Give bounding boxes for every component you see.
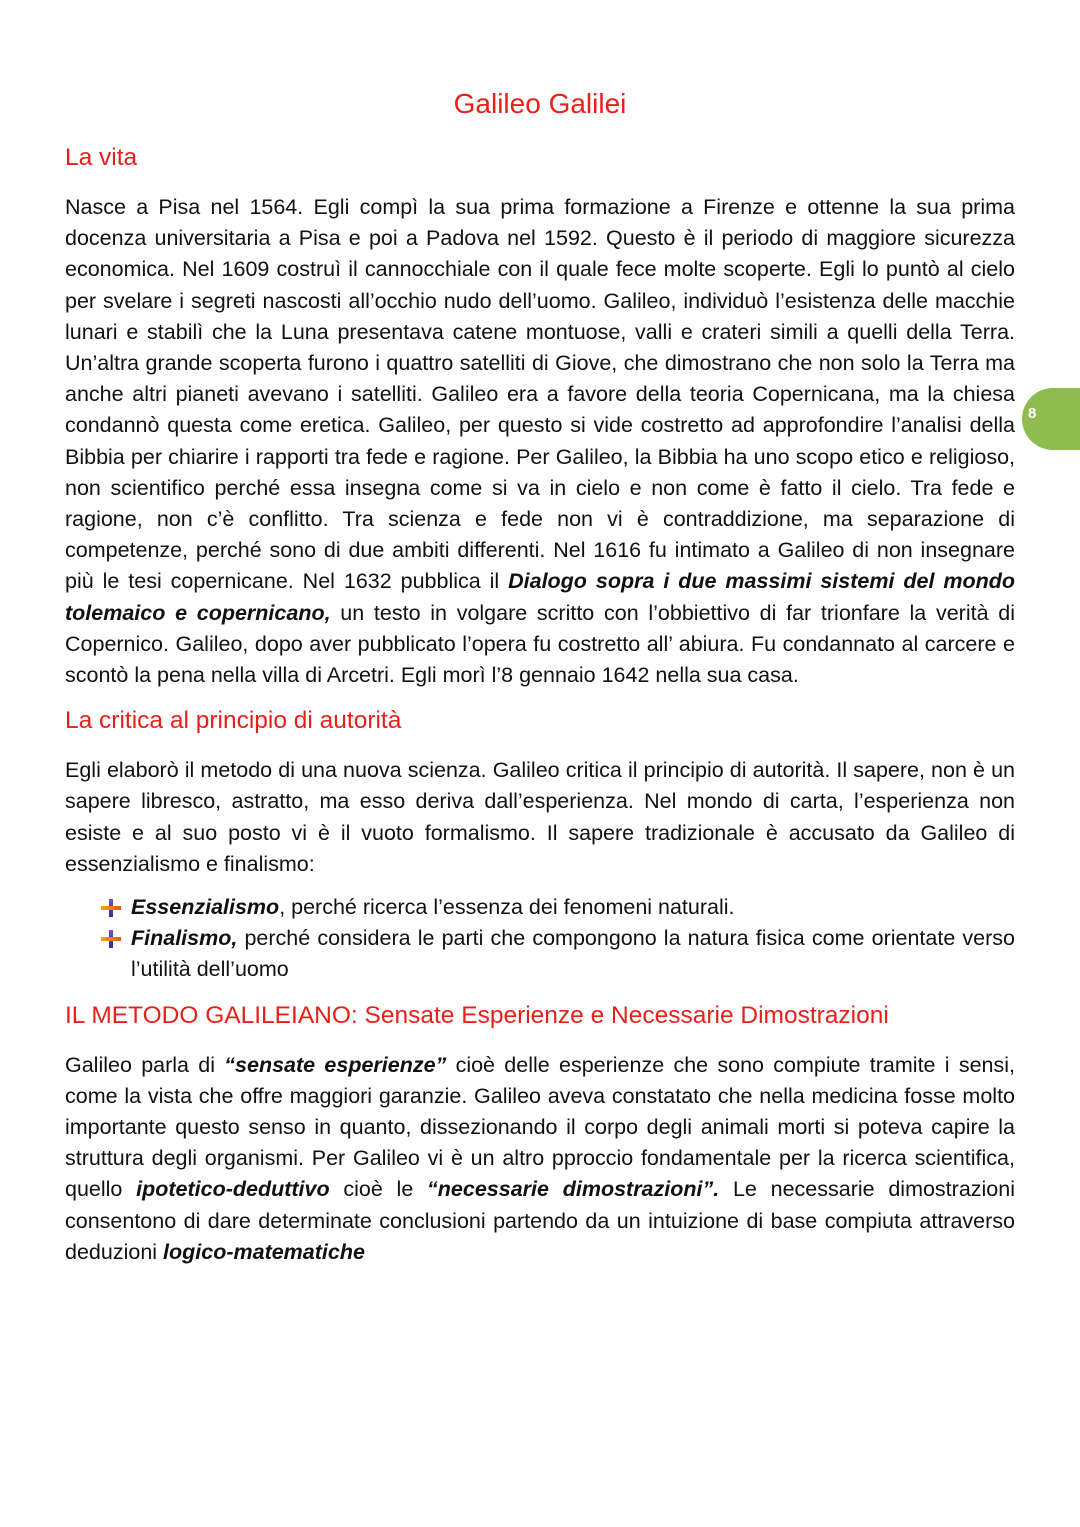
bullet-list: [65, 892, 1015, 986]
bullet-term: Essenzialismo: [131, 895, 280, 920]
list-item: [101, 923, 1015, 985]
bullet-text: , perché ricerca l’essenza dei fenomeni naturali.: [279, 895, 735, 920]
list-item: [101, 892, 1015, 923]
paragraph-text: cioè le: [329, 1177, 428, 1202]
section-metodo: [65, 1000, 1015, 1268]
section-heading: La vita: [65, 144, 138, 171]
bullet-term: Finalismo,: [131, 926, 238, 951]
emphasis: “necessarie dimostrazioni”.: [427, 1177, 720, 1202]
emphasis: ipotetico-deduttivo: [136, 1177, 330, 1202]
page-number: 8: [1028, 405, 1037, 422]
section-critica: [65, 705, 1015, 985]
emphasis: “sensate esperienze”: [224, 1052, 447, 1077]
section-paragraph: [65, 1050, 1015, 1268]
section-paragraph: Egli elaborò il metodo di una nuova scienza. Galileo critica il principio di autorità. Il sapere, non è un sapere libresco, astratto, ma esso deriva dall’esperienza. Nel mondo di carta, l’esperienza non esiste e al suo posto vi è il vuoto formalismo. Il sapere tradizionale è accusato da Galileo di essenzialismo e finalismo:: [65, 758, 1015, 876]
book-title: Dialogo sopra i due massimi sistemi del mondo tolemaico e copernicano,: [65, 569, 1016, 625]
section-heading: La critica al principio di autorità: [65, 707, 402, 735]
section-paragraph: [65, 192, 1015, 691]
document-title: Galileo Galilei: [453, 88, 627, 119]
section-la-vita: [65, 142, 1015, 691]
section-heading: IL METODO GALILEIANO: Sensate Esperienze e Necessarie Dimostrazioni: [65, 1001, 889, 1029]
four-point-cross-icon: [101, 899, 121, 917]
paragraph-text: un testo in volgare scritto con l’obbiettivo di far trionfare la verità di Copernico. Galileo, dopo aver pubblicato l’opera fu costretto all’ abiura. Fu condannato al carcere e scontò la pena nella villa di Arcetri. Egli morì l’8 gennaio 1642 nella sua casa.: [65, 600, 1015, 688]
paragraph-text: Nasce a Pisa nel 1564. Egli compì la sua prima formazione a Firenze e ottenne la sua prima docenza universitaria a Pisa e poi a Padova nel 1592. Questo è il periodo di maggiore sicurezza economica. Nel 1609 costruì il cannocchiale con il quale fece molte scoperte. Egli lo puntò al cielo per svelare i segreti nascosti all’occhio nudo dell’uomo. Galileo, individuò l’esistenza delle macchie lunari e stabilì che la Luna presentava catene montuose, valli e crateri simili a quelli della Terra. Un’altra grande scoperta furono i quattro satelliti di Giove, che dimostrano che non solo la Terra ma anche altri pianeti avevano i satelliti. Galileo era a favore della teoria Copernicana, ma la chiesa condannò questa come eretica. Galileo, per questo si vide costretto ad approfondire l’analisi della Bibbia per chiarire i rapporti tra fede e ragione. Per Galileo, la Bibbia ha uno scopo etico e religioso, non scientifico perché essa insegna come si va in cielo e non come è fatto il cielo. Tra fede e ragione, non c’è conflitto. Tra scienza e fede non vi è contraddizione, ma separazione di competenze, perché sono di due ambiti differenti. Nel 1616 fu intimato a Galileo di non insegnare più le tesi copernicane. Nel 1632 pubblica il: [65, 195, 1015, 594]
emphasis: logico-matematiche: [163, 1239, 365, 1264]
paragraph-text: Galileo parla di: [65, 1052, 225, 1077]
paragraph-text: Le necessarie dimostrazioni consentono di dare determinate conclusioni partendo da un intuizione di base compiuta attraverso deduzioni: [65, 1177, 1015, 1264]
four-point-cross-icon: [101, 930, 121, 948]
paragraph-text: cioè delle esperienze che sono compiute tramite i sensi, come la vista che offre maggiori garanzie. Galileo aveva constatato che nella medicina fosse molto importante questo senso in quanto, dissezionando il corpo degli animali morti si poteva capire la struttura degli organismi. Per Galileo vi è un altro pproccio fondamentale per la ricerca scientifica, quello: [65, 1052, 1015, 1202]
bullet-text: perché considera le parti che compongono la natura fisica come orientate verso l’utilità dell’uomo: [131, 926, 1015, 982]
document-page: [65, 84, 1015, 1280]
page-number-badge: [1022, 388, 1080, 450]
